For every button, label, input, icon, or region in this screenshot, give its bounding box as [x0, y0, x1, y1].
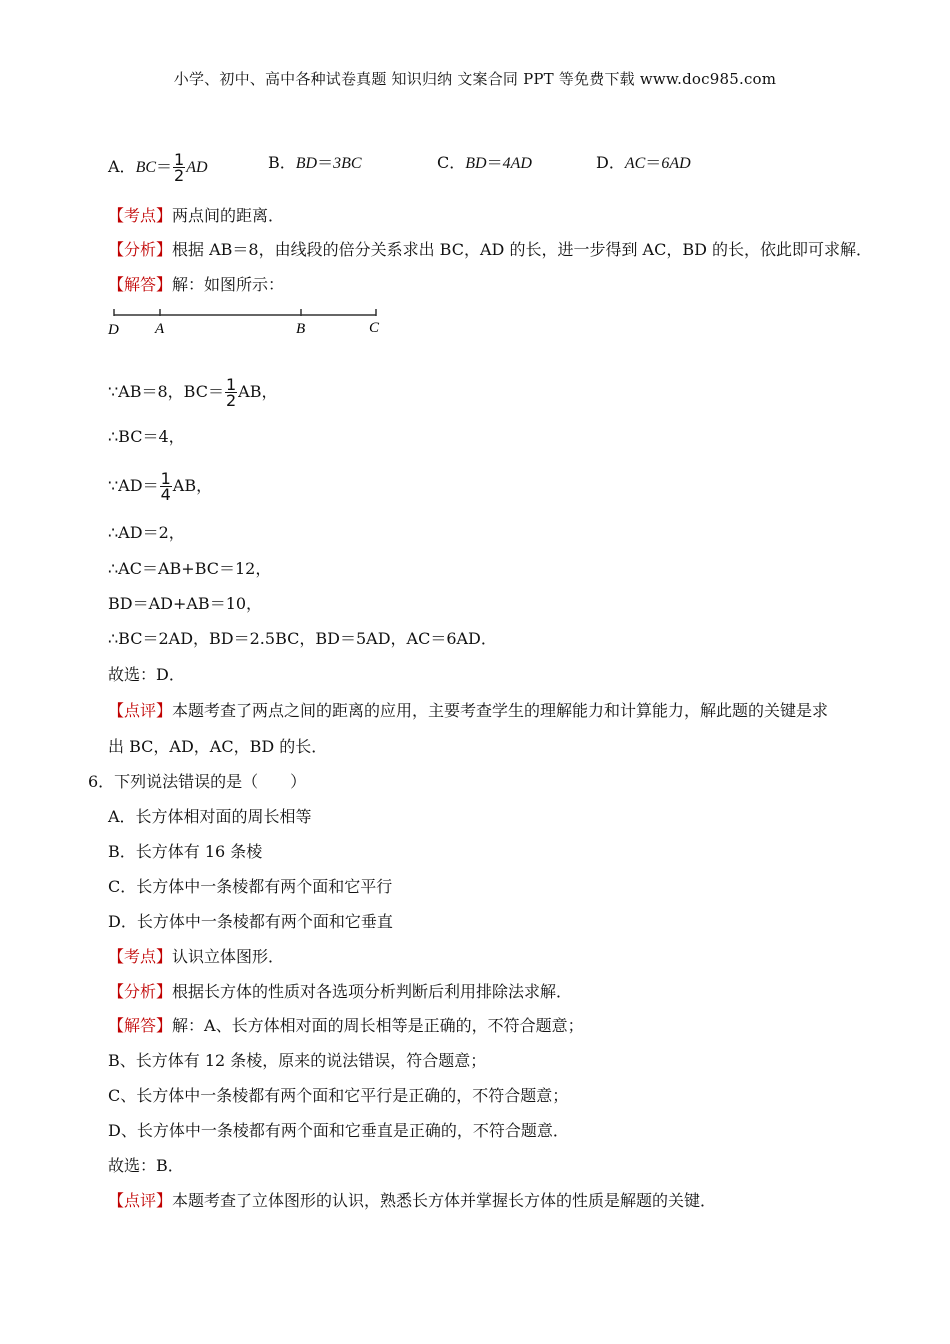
label-a: A	[155, 321, 165, 337]
dianping-text1: 本题考查了两点之间的距离的应用，主要考查学生的理解能力和计算能力，解此题的关键是求	[172, 701, 829, 720]
step3-fraction	[160, 471, 172, 502]
q6-fenxi-text: 根据长方体的性质对各选项分析判断后利用排除法求解．	[172, 982, 573, 1001]
step3-pre: ∵AD＝	[108, 476, 159, 495]
kaodian-text: 两点间的距离．	[172, 206, 285, 225]
q6-option-a: A．长方体相对面的周长相等	[108, 807, 312, 826]
q6-question: 6．下列说法错误的是（ ）	[88, 772, 307, 791]
q5-step1	[108, 377, 278, 408]
option-a-fraction	[173, 152, 185, 183]
step3-fraction-num: 1	[160, 469, 171, 488]
option-a-lhs: BC	[135, 159, 157, 176]
q6-fenxi	[108, 981, 572, 1003]
q5-step3	[108, 471, 212, 502]
dianping-tag: 【点评】	[108, 701, 173, 720]
q6-dianping-tag: 【点评】	[108, 1191, 173, 1210]
step3-post: AB，	[172, 476, 213, 495]
option-c-eq: ＝	[486, 153, 503, 172]
option-c	[437, 152, 532, 175]
q5-step4: ∴AD＝2，	[108, 523, 185, 542]
q6-dianping	[108, 1190, 716, 1212]
q5-dianping	[108, 700, 828, 722]
q6-fenxi-tag: 【分析】	[108, 982, 173, 1001]
option-d-prefix: D．	[596, 153, 625, 172]
option-d-lhs: AC	[624, 155, 646, 172]
segment-figure	[104, 302, 394, 342]
q6-line-b: B、长方体有 12 条棱，原来的说法错误，符合题意；	[108, 1051, 487, 1070]
step1-pre: ∵AB＝8，BC＝	[108, 382, 224, 401]
option-b-lhs: BD	[295, 155, 318, 172]
label-c: C	[369, 320, 380, 336]
option-c-prefix: C．	[437, 153, 466, 172]
option-d-rhs: 6AD	[661, 155, 691, 172]
q6-jieda-text: 解：A、长方体相对面的周长相等是正确的，不符合题意；	[172, 1016, 584, 1035]
q6-jieda	[108, 1015, 584, 1037]
step1-fraction-num: 1	[225, 375, 237, 394]
option-a-fraction-den: 2	[174, 166, 185, 185]
q6-option-d: D．长方体中一条棱都有两个面和它垂直	[108, 912, 393, 931]
q6-kaodian-tag: 【考点】	[108, 947, 173, 966]
step1-fraction-den: 2	[225, 391, 237, 410]
option-b-rhs: 3BC	[333, 155, 362, 172]
page-header: 小学、初中、高中各种试卷真题 知识归纳 文案合同 PPT 等免费下载 www.doc985.com	[173, 70, 777, 88]
label-b: B	[296, 321, 306, 337]
option-d	[596, 152, 691, 175]
option-a-prefix: A．	[108, 157, 136, 176]
step1-post: AB，	[238, 382, 278, 401]
step3-fraction-den: 4	[160, 485, 171, 504]
option-a	[108, 152, 208, 183]
option-a-rhs: AD	[186, 159, 208, 176]
kaodian-tag: 【考点】	[108, 206, 173, 225]
label-d: D	[108, 322, 119, 338]
q6-kaodian-text: 认识立体图形．	[172, 947, 285, 966]
q5-step7: ∴BC＝2AD，BD＝2.5BC，BD＝5AD，AC＝6AD．	[108, 629, 497, 648]
q6-kaodian	[108, 946, 284, 968]
option-b-prefix: B．	[268, 153, 296, 172]
fenxi-text: 根据 AB＝8，由线段的倍分关系求出 BC，AD 的长，进一步得到 AC，BD 的长，依此即可求解．	[172, 240, 873, 259]
q6-jieda-tag: 【解答】	[108, 1016, 173, 1035]
option-a-eq: ＝	[156, 157, 173, 176]
q5-kaodian	[108, 205, 284, 227]
q5-dianping-cont: 出 BC，AD，AC，BD 的长．	[108, 737, 328, 756]
option-b-eq: ＝	[317, 153, 334, 172]
q5-step6: BD＝AD+AB＝10，	[108, 594, 263, 613]
q6-option-b: B．长方体有 16 条棱	[108, 842, 263, 861]
option-a-fraction-num: 1	[174, 150, 185, 169]
q6-line-c: C、长方体中一条棱都有两个面和它平行是正确的，不符合题意；	[108, 1086, 569, 1105]
q6-answer: 故选：B．	[108, 1156, 184, 1175]
q5-fenxi	[108, 239, 872, 261]
option-b	[268, 152, 362, 175]
q6-line-d: D、长方体中一条棱都有两个面和它垂直是正确的，不符合题意．	[108, 1121, 569, 1140]
option-c-lhs: BD	[465, 155, 487, 172]
q6-dianping-text: 本题考查了立体图形的认识，熟悉长方体并掌握长方体的性质是解题的关键．	[172, 1191, 717, 1210]
option-c-rhs: 4AD	[502, 155, 532, 172]
step1-fraction	[225, 377, 237, 408]
q5-step5: ∴AC＝AB+BC＝12，	[108, 559, 272, 578]
option-d-eq: ＝	[645, 153, 662, 172]
q5-step2: ∴BC＝4，	[108, 427, 185, 446]
q6-option-c: C．长方体中一条棱都有两个面和它平行	[108, 877, 393, 896]
jieda-tag: 【解答】	[108, 275, 173, 294]
q5-jieda	[108, 274, 284, 296]
q5-answer: 故选：D．	[108, 665, 185, 684]
jieda-text: 解：如图所示：	[172, 275, 285, 294]
fenxi-tag: 【分析】	[108, 240, 173, 259]
